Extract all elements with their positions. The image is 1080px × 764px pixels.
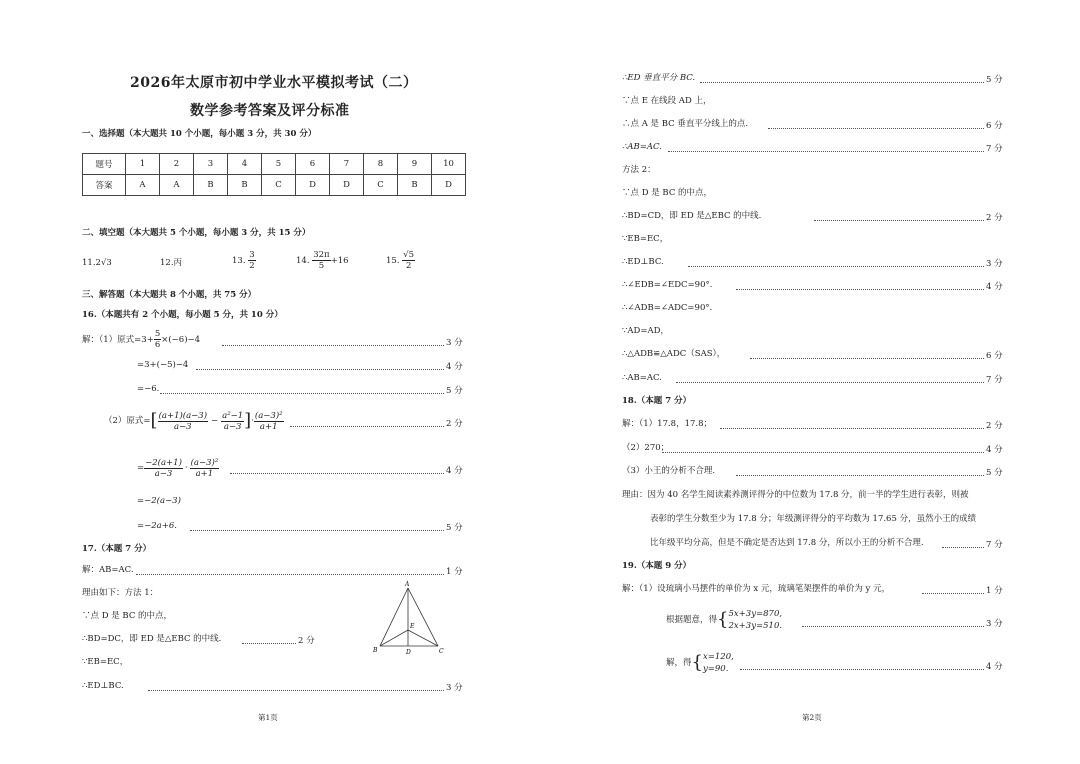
table-cell: C: [364, 175, 398, 196]
score-label: 4 分: [446, 362, 463, 372]
table-cell: B: [398, 175, 432, 196]
equation: x=120,: [702, 652, 734, 662]
section-fill-heading: 二、填空题（本大题共 5 个小题，每小题 3 分，共 15 分）: [82, 228, 311, 238]
fraction: [158, 411, 208, 432]
question-number: 15.: [386, 256, 400, 266]
denominator: a−3: [154, 468, 173, 479]
fraction: [248, 250, 255, 271]
operator: =: [137, 462, 145, 473]
table-cell: D: [330, 175, 364, 196]
numerator: (a−3)²: [190, 457, 219, 468]
dotted-leader: [196, 369, 444, 370]
score-label: 7 分: [986, 375, 1003, 385]
line: ∵点 E 在线段 AD 上，: [622, 96, 712, 106]
dotted-leader: [802, 626, 984, 627]
section-choice-heading: 一、选择题（本大题共 10 个小题，每小题 3 分，共 30 分）: [82, 129, 317, 139]
equation-lines: [703, 651, 734, 675]
table-cell: D: [296, 175, 330, 196]
triangle-figure: [370, 578, 450, 658]
table-cell: D: [432, 175, 466, 196]
line: ∴ED⊥BC.: [622, 257, 664, 267]
dotted-leader: [148, 690, 444, 691]
fraction: [144, 458, 183, 479]
denominator: a+1: [195, 468, 214, 479]
page-2: [540, 0, 1080, 764]
answer-tail: +16: [330, 256, 349, 266]
line: 理由：因为 40 名学生阅读素养测评得分的中位数为 17.8 分，前一半的学生进行表彰，则被: [622, 490, 969, 500]
brace-icon: {: [717, 609, 729, 630]
score-label: 7 分: [986, 144, 1003, 154]
score-label: 2 分: [446, 419, 463, 429]
score-label: 4 分: [986, 282, 1003, 292]
table-cell: B: [228, 175, 262, 196]
equation-system-2: [666, 650, 734, 676]
table-cell: A: [126, 175, 160, 196]
table-cell: C: [262, 175, 296, 196]
line: 表彰的学生分数至少为 17.8 分；年级测评得分的平均数为 17.65 分，虽然小王的成绩: [650, 514, 977, 524]
question-number: 14.: [296, 256, 310, 266]
denominator: 2: [249, 261, 255, 271]
table-cell: 7: [330, 154, 364, 175]
vertex-label-b: B: [373, 647, 378, 654]
line: 解：（1）设琉璃小马摆件的单价为 x 元，琉璃笔架摆件的单价为 y 元，: [622, 584, 891, 594]
answer-table: [82, 153, 466, 196]
question-18-heading: 18.（本题 7 分）: [622, 396, 692, 406]
score-label: 3 分: [446, 338, 463, 348]
numerator: 32π: [313, 250, 330, 260]
denominator: 5: [318, 261, 325, 271]
fraction: [221, 411, 244, 432]
line: ∴∠EDB=∠EDC=90°.: [622, 280, 713, 290]
denominator: a−3: [223, 421, 242, 432]
dotted-leader: [740, 669, 984, 670]
score-label: 3 分: [986, 619, 1003, 629]
table-cell: 1: [126, 154, 160, 175]
equation: y=90.: [702, 664, 729, 674]
question-number: 11.: [82, 258, 96, 268]
vertex-label-d: D: [406, 649, 411, 656]
fill-answer-14: [296, 250, 349, 271]
q16-part1-line1: [82, 329, 200, 350]
line: （2）270；: [622, 443, 670, 453]
vertex-label-c: C: [439, 648, 444, 655]
solution-text: 根据题意，得: [666, 614, 718, 625]
vertex-label-e: E: [410, 623, 415, 630]
score-label: 5 分: [986, 468, 1003, 478]
dotted-leader: [160, 393, 444, 394]
table-row: [83, 154, 466, 175]
numerator: a²−1: [222, 410, 244, 421]
score-label: 3 分: [986, 259, 1003, 269]
question-16-heading: 16.（本题共有 2 个小题，每小题 5 分，共 10 分）: [82, 310, 283, 320]
equation-system-1: [666, 607, 782, 633]
fraction: [254, 411, 284, 432]
numerator: −2(a+1): [145, 457, 182, 468]
denominator: a+1: [259, 421, 278, 432]
score-label: 2 分: [986, 213, 1003, 223]
section-solve-heading: 三、解答题（本大题共 8 个小题，共 75 分）: [82, 290, 257, 300]
score-label: 1 分: [446, 567, 463, 577]
dotted-leader: [190, 530, 444, 531]
line: ∴△ADB≌△ADC（SAS），: [622, 349, 726, 359]
q17-line2: 理由如下：方法 1：: [82, 588, 159, 598]
page-number: 第1页: [258, 713, 278, 722]
line: ∴AB=AC.: [622, 142, 662, 152]
line: ∴∠ADB=∠ADC=90°.: [622, 303, 713, 313]
line: ∵EB=EC，: [622, 234, 669, 244]
q16-part2-line4: =−2a+6.: [137, 521, 177, 531]
fill-answer-15: [386, 250, 415, 271]
question-number: 13.: [232, 256, 246, 266]
page-subtitle: 数学参考答案及评分标准: [190, 103, 350, 119]
q16-part2-line2: [137, 452, 219, 484]
solution-text: 解，得: [666, 657, 692, 668]
table-cell: 8: [364, 154, 398, 175]
dotted-leader: [676, 382, 984, 383]
denominator: a−3: [173, 421, 192, 432]
q17-line4: ∴BD=DC，即 ED 是△EBC 的中线.: [82, 634, 222, 644]
denominator: 2: [405, 261, 412, 271]
numerator: (a+1)(a−3): [158, 410, 208, 421]
score-label: 1 分: [986, 586, 1003, 596]
score-label: 6 分: [986, 351, 1003, 361]
line: （3）小王的分析不合理.: [622, 466, 716, 476]
table-cell: 10: [432, 154, 466, 175]
line: ∵点 D 是 BC 的中点，: [622, 188, 713, 198]
fill-answer-11: [82, 258, 112, 269]
q17-line6: ∴ED⊥BC.: [82, 681, 124, 691]
numerator: 5: [154, 329, 161, 339]
table-row-label: 题号: [83, 154, 126, 175]
table-cell: A: [160, 175, 194, 196]
table-cell: 2: [160, 154, 194, 175]
line: ∴点 A 是 BC 垂直平分线上的点.: [622, 119, 749, 129]
answer-text: 2√3: [95, 258, 112, 268]
score-label: 3 分: [446, 683, 463, 693]
solution-text: 解：（1）原式=3+: [82, 335, 154, 345]
table-cell: B: [194, 175, 228, 196]
score-label: 2 分: [298, 636, 315, 646]
denominator: 6: [154, 340, 161, 350]
page-title: 2026年太原市初中学业水平模拟考试（二）: [130, 75, 418, 91]
score-label: 6 分: [986, 121, 1003, 131]
fill-answer-13: [232, 250, 256, 271]
q16-part1-line2: =3+(−5)−4: [137, 360, 189, 370]
operator: ·: [251, 415, 254, 426]
dotted-leader: [688, 266, 984, 267]
bracket-right: ]: [244, 410, 252, 431]
dotted-leader: [736, 289, 984, 290]
fraction: [402, 250, 415, 271]
vertex-label-a: A: [405, 581, 410, 588]
table-cell: 6: [296, 154, 330, 175]
line: 解：（1）17.8，17.8；: [622, 419, 713, 429]
line: ∴ED 垂直平分 BC.: [622, 73, 696, 83]
dotted-leader: [750, 358, 984, 359]
q17-line5: ∵EB=EC，: [82, 657, 129, 667]
dotted-leader: [668, 151, 984, 152]
dotted-leader: [662, 452, 984, 453]
operator: −: [211, 415, 219, 426]
score-label: 2 分: [986, 421, 1003, 431]
bracket-left: [: [150, 410, 158, 431]
dotted-leader: [230, 473, 444, 474]
question-19-heading: 19.（本题 9 分）: [622, 561, 692, 571]
table-cell: 4: [228, 154, 262, 175]
table-cell: 5: [262, 154, 296, 175]
brace-icon: {: [691, 652, 703, 673]
dotted-leader: [768, 128, 984, 129]
fill-answer-12: 12.丙: [160, 258, 183, 268]
table-cell: 9: [398, 154, 432, 175]
edge-ac: [408, 588, 438, 646]
table-row: [83, 175, 466, 196]
numerator: √5: [403, 250, 415, 260]
q16-part2-line3: =−2(a−3): [137, 496, 181, 506]
dotted-leader: [736, 475, 984, 476]
question-17-heading: 17.（本题 7 分）: [82, 544, 152, 554]
score-label: 7 分: [986, 540, 1003, 550]
table-cell: 3: [194, 154, 228, 175]
equation: 2x+3y=510.: [728, 621, 783, 631]
fraction: [190, 458, 220, 479]
dotted-leader: [814, 220, 984, 221]
equation-lines: [728, 608, 782, 632]
dotted-leader: [290, 426, 444, 427]
q17-line3: ∵点 D 是 BC 的中点，: [82, 611, 173, 621]
dotted-leader: [720, 428, 984, 429]
solution-text: ×(−6)−4: [161, 335, 201, 345]
dotted-leader: [136, 574, 444, 575]
q17-line1: 解：AB=AC.: [82, 565, 134, 575]
score-label: 5 分: [446, 523, 463, 533]
q16-part2-line1: [104, 404, 284, 438]
q16-part1-line3: =−6.: [137, 384, 160, 394]
line: 方法 2：: [622, 165, 656, 175]
dotted-leader: [222, 345, 444, 346]
score-label: 4 分: [986, 662, 1003, 672]
dotted-leader: [242, 643, 296, 644]
solution-text: （2）原式=: [104, 415, 151, 426]
line: ∵AD=AD，: [622, 326, 669, 336]
table-row-label: 答案: [83, 175, 126, 196]
score-label: 5 分: [446, 386, 463, 396]
score-label: 4 分: [446, 466, 463, 476]
score-label: 5 分: [986, 75, 1003, 85]
line: ∴AB=AC.: [622, 373, 662, 383]
operator: ·: [184, 462, 188, 473]
dotted-leader: [700, 82, 984, 83]
fraction: [312, 250, 330, 271]
line: 比年级平均分高，但是不确定是否达到 17.8 分，所以小王的分析不合理.: [650, 538, 924, 548]
dotted-leader: [922, 593, 984, 594]
score-label: 4 分: [986, 445, 1003, 455]
line: ∴BD=CD，即 ED 是△EBC 的中线.: [622, 211, 762, 221]
equation: 5x+3y=870,: [728, 609, 783, 619]
numerator: 3: [249, 250, 255, 260]
page-number: 第2页: [802, 713, 822, 722]
edge-ab: [380, 588, 408, 646]
numerator: (a−3)²: [254, 410, 283, 421]
dotted-leader: [942, 547, 984, 548]
